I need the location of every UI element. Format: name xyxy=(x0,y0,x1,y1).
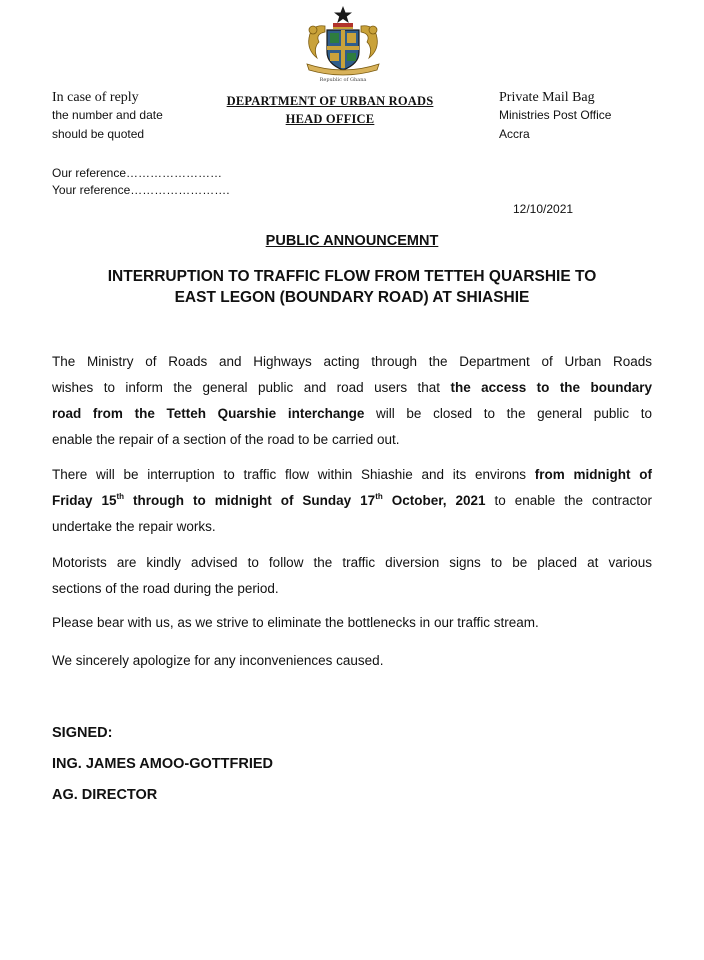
paragraph-apology xyxy=(52,648,652,674)
subject-line-1: INTERRUPTION TO TRAFFIC FLOW FROM TETTEH QUARSHIE TO xyxy=(107,268,597,285)
reference-block xyxy=(52,165,252,199)
department-name: DEPARTMENT OF URBAN ROADS xyxy=(226,94,434,108)
reply-line-1: In case of reply xyxy=(52,90,139,105)
announcement-subject xyxy=(40,266,664,308)
paragraph-line: wishes to inform the general public and road users that the access to the boundary xyxy=(52,380,652,395)
our-reference: Our reference…………………… xyxy=(52,166,223,180)
letter-date: 12/10/2021 xyxy=(513,202,574,216)
announcement-heading: PUBLIC ANNOUNCEMNT xyxy=(265,233,439,249)
paragraph-line: road from the Tetteh Quarshie interchange will be closed to the general public to xyxy=(52,406,652,421)
paragraph-line: Please bear with us, as we strive to eliminate the bottlenecks in our traffic stream. xyxy=(52,615,539,630)
paragraph-closure-notice xyxy=(52,349,652,453)
paragraph-line: undertake the repair works. xyxy=(52,519,216,534)
reply-line-2: the number and date xyxy=(52,108,163,122)
paragraph-line: sections of the road during the period. xyxy=(52,581,279,596)
signed-label: SIGNED: xyxy=(52,725,113,741)
office-name: HEAD OFFICE xyxy=(285,112,375,126)
paragraph-line: enable the repair of a section of the road to be carried out. xyxy=(52,432,400,447)
signatory-name: ING. JAMES AMOO-GOTTFRIED xyxy=(52,756,273,772)
department-header xyxy=(200,92,460,128)
postal-address xyxy=(499,90,699,144)
paragraph-line: We sincerely apologize for any inconveniences caused. xyxy=(52,653,384,668)
reply-instructions xyxy=(52,90,222,144)
ghana-coat-of-arms-icon xyxy=(297,4,389,76)
signatory-title: AG. DIRECTOR xyxy=(52,787,158,803)
crest-caption: Republic of Ghana xyxy=(319,77,367,83)
your-reference: Your reference……………………. xyxy=(52,183,230,197)
paragraph-line: Motorists are kindly advised to follow the traffic diversion signs to be placed at various xyxy=(52,555,652,570)
paragraph-line: The Ministry of Roads and Highways acting through the Department of Urban Roads xyxy=(52,354,652,369)
paragraph-line: Friday 15th through to midnight of Sunday 17th October, 2021 to enable the contractor xyxy=(52,491,653,508)
address-line-1: Private Mail Bag xyxy=(499,90,595,105)
paragraph-bear-with-us xyxy=(52,610,652,636)
paragraph-line: There will be interruption to traffic flow within Shiashie and its environs from midnight of xyxy=(52,467,652,482)
reply-line-3: should be quoted xyxy=(52,127,145,141)
subject-line-2: EAST LEGON (BOUNDARY ROAD) AT SHIASHIE xyxy=(174,289,530,306)
address-line-3: Accra xyxy=(499,127,530,141)
address-line-2: Ministries Post Office xyxy=(499,108,612,122)
paragraph-diversion-advice xyxy=(52,550,652,602)
paragraph-interruption-period xyxy=(52,462,652,540)
signature-block xyxy=(52,718,273,811)
